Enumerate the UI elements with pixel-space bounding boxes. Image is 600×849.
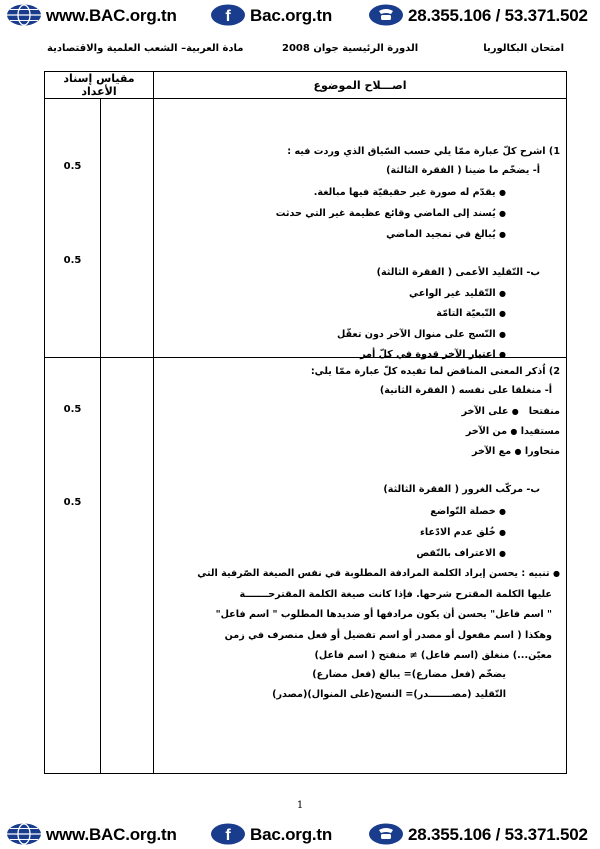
- phone-icon: [368, 823, 404, 845]
- note-line: التّقليد (مصـــــــدر)= النسج(على المنوال)(مصدر): [272, 689, 506, 700]
- scale-header: مقياس إسناد الأعداد: [45, 72, 154, 99]
- facebook-letter: f: [225, 827, 231, 844]
- list-item: ● خُلق عدم الادّعاء: [419, 527, 506, 538]
- section1-content: [154, 99, 567, 358]
- q1b-title: ب- التّقليد الأعمى ( الفقرة الثالثة): [376, 267, 540, 278]
- section2-blank-cell: [101, 358, 154, 774]
- q2b-title: ب- مركّب الغرور ( الفقرة الثالثة): [383, 484, 540, 495]
- section2-score-cell: [45, 358, 101, 774]
- list-item: ● النّسج على منوال الآخر دون تعقّل: [336, 329, 506, 340]
- section2-row: [45, 358, 567, 774]
- list-item: متحاورا ● مع الآخر: [472, 446, 560, 457]
- list-item: مستفيدا ● من الآخر: [465, 426, 560, 437]
- facebook-handle[interactable]: Bac.org.tn: [250, 6, 333, 25]
- phone-numbers: 28.355.106 / 53.371.502: [408, 825, 588, 844]
- session-title: الدورة الرئيسية جوان 2008: [282, 43, 419, 54]
- facebook-icon: [210, 823, 246, 845]
- note-line: " اسم فاعل" يحسن أن يكون مرادفها أو ضديدها المطلوب " اسم فاعل": [215, 609, 552, 620]
- list-item: ● التّبعيّة التامّة: [436, 308, 506, 319]
- phone-numbers: 28.355.106 / 53.371.502: [408, 6, 588, 25]
- phone-icon: [368, 4, 404, 26]
- list-item: ● يقدّم له صورة غير حقيقيّة فيها مبالغة.: [313, 187, 506, 198]
- note-line: يضخّم (فعل مضارع)= يبالغ (فعل مضارع): [312, 669, 506, 680]
- note-line: معيّن...) منغلق (اسم فاعل) ≠ منفتح ( اسم فاعل): [314, 650, 552, 661]
- list-item: ● التّقليد غير الواعي: [409, 288, 506, 299]
- section2-content: [154, 358, 567, 774]
- list-item: ● خصلة التّواضع: [430, 506, 506, 517]
- top-banner: [0, 0, 600, 30]
- correction-header: اصـــلاح الموضوع: [154, 72, 567, 99]
- note-line: ● تنبيه : يحسن إيراد الكلمة المرادفة المطلوبة في نفس الصيغة الصّرفية التي: [197, 568, 560, 579]
- table-header-row: [45, 72, 567, 99]
- bottom-banner: [0, 819, 600, 849]
- subject-title: مادة العربية– الشعب العلمية والاقتصادية: [47, 43, 244, 54]
- q2a-title: أ- منغلقا على نفسه ( الفقرة الثانية): [379, 385, 552, 396]
- score-1b: 0.5: [63, 255, 82, 266]
- score-1a: 0.5: [63, 161, 82, 172]
- section1-score-cell: [45, 99, 101, 358]
- facebook-icon: [210, 4, 246, 26]
- globe-icon: [6, 4, 42, 26]
- page-number: 1: [296, 800, 304, 811]
- note-line: وهكذا ( اسم مفعول أو مصدر أو اسم تفضيل أو فعل منصرف في زمن: [224, 630, 552, 641]
- section1-blank-cell: [101, 99, 154, 358]
- correction-table: [44, 71, 567, 774]
- score-2a: 0.5: [63, 404, 82, 415]
- note-line: عليها الكلمة المقترح شرحها. فإذا كانت صيغة الكلمة المقترحـــــــة: [239, 589, 552, 600]
- list-item: ● اعتبار الآخر قدوة في كلّ أمر: [360, 349, 506, 360]
- section1-row: [45, 99, 567, 358]
- list-item: ● الاعتراف بالنّقص: [416, 548, 506, 559]
- list-item: ● يُبالغ في تمجيد الماضي: [386, 229, 506, 240]
- globe-icon: [6, 823, 42, 845]
- score-2b: 0.5: [63, 497, 82, 508]
- facebook-letter: f: [225, 8, 231, 25]
- q1-text: 1) اشرح كلّ عبارة ممّا يلي حسب السّياق الذي وردت فيه :: [287, 146, 560, 157]
- list-item: منفتحا ● على الآخر: [461, 406, 560, 417]
- site-url[interactable]: www.BAC.org.tn: [46, 825, 177, 844]
- q2-text: 2) اُذكر المعنى المناقض لما تفيده كلّ عبارة ممّا يلي:: [310, 366, 560, 377]
- site-url[interactable]: www.BAC.org.tn: [46, 6, 177, 25]
- facebook-handle[interactable]: Bac.org.tn: [250, 825, 333, 844]
- q1a-title: أ- يضخّم ما ضينا ( الفقرة الثالثة): [386, 165, 540, 176]
- list-item: ● يُسند إلى الماضي وقائع عظيمة غير التي حدثت: [275, 208, 506, 219]
- exam-title: امتحان البكالوريا: [483, 43, 564, 54]
